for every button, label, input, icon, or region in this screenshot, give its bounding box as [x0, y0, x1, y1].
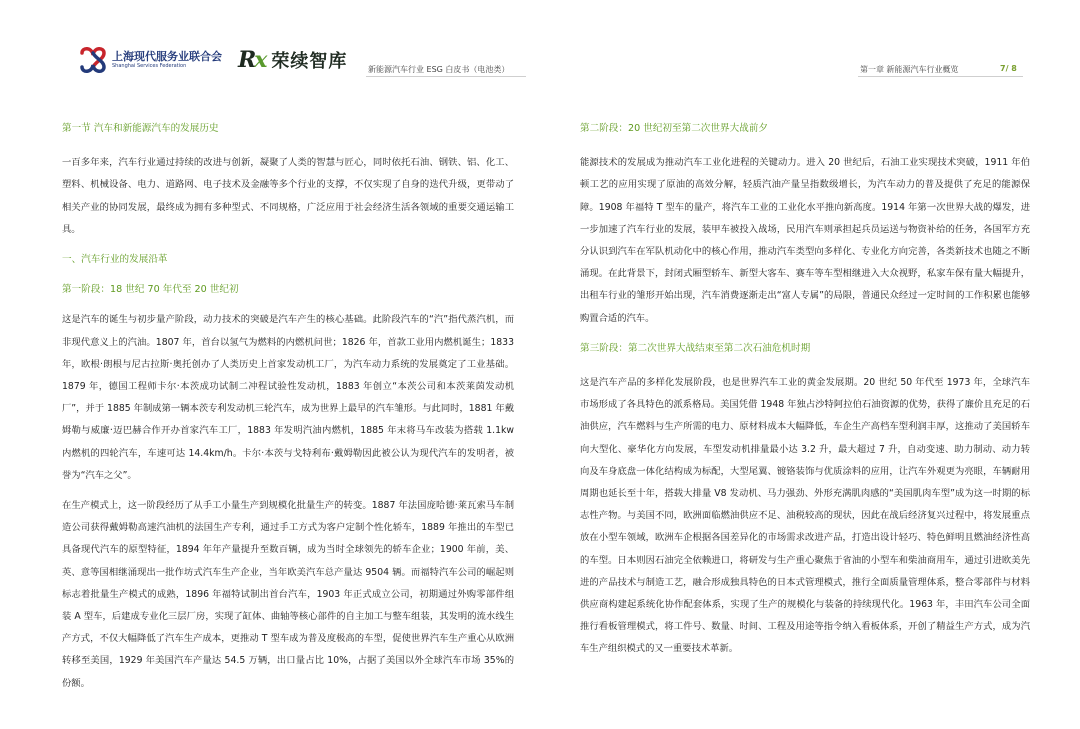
rongxu-mark-icon: Rx: [238, 47, 266, 73]
header-rule-right: [858, 76, 1023, 77]
chapter-title: 第一章 新能源汽车行业概览: [860, 65, 959, 74]
stage1-title: 第一阶段：18 世纪 70 年代至 20 世纪初: [62, 284, 239, 296]
stage3-title: 第三阶段：第二次世界大战结束至第二次石油危机时期: [580, 342, 811, 354]
intro-paragraph: 一百多年来，汽车行业通过持续的改进与创新，凝聚了人类的智慧与匠心，同时依托石油、钢铁、铝、化工、塑料、机械设备、电力、道路网、电子技术及金融等多个行业的支撑，不仅实现了自身的迭代升级，更带动了相关产业的协同发展，最终成为拥有多种型式、不同规格，广泛应用于社会经济生活各领域的重要交通运输工具。: [62, 157, 514, 235]
subsection-title: 一、汽车行业的发展沿革: [62, 254, 168, 266]
stage2-title: 第二阶段：20 世纪初至第二次世界大战前夕: [580, 123, 768, 134]
stage1-paragraph-2: 在生产模式上，这一阶段经历了从手工小量生产到规模化批量生产的转变。1887 年法国庞哈德·莱瓦索马车制造公司获得戴姆勒高速汽油机的法国生产专利，通过手工方式为客户定制个性化轿车，1889 年推出的车型已具备现代汽车的原型特征，1894 年年产量提升至数百辆，成为当时全球领先的轿车企业；1900 年前，美、英、意等国相继涌现出一批作坊式汽车生产企业，当年欧美汽车总产量达 9504 辆。而福特汽车公司的崛起则标志着批量生产模式的成熟，1896 年福特试制出首台汽车，1903 年正式成立公司，初期通过外购零部件组装 A 型车，后建成专业化三层厂房，实现了缸体、曲轴等核心部件的自主加工与整车组装，其发明的流水线生产方式，不仅大幅降低了汽车生产成本，更推动 T 型车成为普及度极高的车型，促使世界汽车生产重心从欧洲转移至美国，1929 年美国汽车产量达 54.5 万辆，出口量占比 10%，占据了美国以外全球汽车市场 35%的份额。: [62, 500, 514, 689]
federation-emblem-icon: [78, 45, 108, 75]
page-number: 7/ 8: [1000, 64, 1017, 73]
section-title: 第一节 汽车和新能源汽车的发展历史: [62, 123, 219, 134]
document-title: 新能源汽车行业 ESG 白皮书（电池类）: [368, 65, 510, 74]
header-rule-left: [366, 76, 526, 77]
stage2-paragraph: 能源技术的发展成为推动汽车工业化进程的关键动力。进入 20 世纪后，石油工业实现技术突破，1911 年伯顿工艺的应用实现了原油的高效分解，轻质汽油产量呈指数级增长，为汽车动力的普及提供了充足的能源保障。1908 年福特 T 型车的量产，将汽车工业的工业化水平推向新高度。1914 年第一次世界大战的爆发，进一步加速了汽车行业的发展，装甲车被投入战场，民用汽车则承担起兵员运送与物资补给的任务，各国军方充分认识到汽车在军队机动化中的核心作用，推动汽车类型向多样化、专业化方向完善，各类新技术也随之不断涌现。在此背景下，封闭式厢型轿车、新型大客车、赛车等车型相继进入大众视野，私家车保有量大幅提升，出租车行业的雏形开始出现，汽车消费逐渐走出“富人专属”的局限，普通民众经过一定时间的工作积累也能够购置合适的汽车。: [580, 157, 1030, 324]
rongxu-name: 荣续智库: [271, 51, 348, 72]
left-column: [62, 118, 514, 695]
federation-logo: [78, 44, 228, 76]
right-column: [580, 118, 1030, 661]
stage3-paragraph: 这是汽车产品的多样化发展阶段，也是世界汽车工业的黄金发展期。20 世纪 50 年代至 1973 年，全球汽车市场形成了各具特色的派系格局。美国凭借 1948 年独占沙特阿拉伯石油资源的优势，获得了廉价且充足的石油供应，汽车燃料与生产所需的电力、原材料成本大幅降低，车企生产高档车型利润丰厚，这推动了美国轿车向大型化、豪华化方向发展，车型发动机排量最小达 3.2 升，最大超过 7 升，自动变速、助力制动、动力转向及车身底盘一体化结构成为标配，大型尾翼、镀铬装饰与优质涂料的应用，让汽车外观更为亮眼，车辆耐用周期也延长至十年，搭载大排量 V8 发动机、马力强劲、外形充满肌肉感的“美国肌肉车型”成为这一时期的标志性产物。与美国不同，欧洲面临燃油供应不足、油税较高的现状，因此在战后经济复兴过程中，将发展重点放在小型车领域，欧洲车企根据各国差异化的市场需求改进产品，打造出设计轻巧、特色鲜明且燃油经济性高的车型。日本则因石油完全依赖进口，将研发与生产重心聚焦于省油的小型车和柴油商用车，通过引进欧美先进的产品技术与制造工艺，融合形成独具特色的日本式管理模式，推行全面质量管理体系，整合零部件与材料供应商构建起系统化协作配套体系，实现了生产的规模化与装备的持续现代化。1963 年，丰田汽车公司全面推行看板管理模式，将工件号、数量、时间、工程及用途等指令纳入看板体系，开创了精益生产方式，成为汽车生产组织模式的又一重要技术革新。: [580, 377, 1030, 655]
federation-name-cn: 上海现代服务业联合会: [112, 50, 222, 63]
page-header: [0, 0, 1080, 100]
federation-name-en: Shanghai Services Federation: [112, 63, 187, 69]
stage1-paragraph-1: 这是汽车的诞生与初步量产阶段，动力技术的突破是汽车产生的核心基础。此阶段汽车的“汽”指代蒸汽机，而非现代意义上的汽油。1807 年，首台以氢气为燃料的内燃机问世；1826 年，首款工业用内燃机诞生；1833 年，欧根·朗根与尼古拉斯·奥托创办了人类历史上首家发动机工厂，为汽车动力系统的发展奠定了工业基础。1879 年，德国工程师卡尔·本茨成功试制二冲程试验性发动机，1883 年创立“本茨公司和本茨莱茵发动机厂”，并于 1885 年制成第一辆本茨专利发动机三轮汽车，成为世界上最早的汽车雏形。与此同时，1881 年戴姆勒与威廉·迈巴赫合作开办首家汽车工厂，1883 年发明汽油内燃机，1885 年末将马车改装为搭载 1.1kw 内燃机的四轮汽车，车速可达 14.4km/h。卡尔·本茨与戈特利布·戴姆勒因此被公认为现代汽车的发明者，被誉为“汽车之父”。: [62, 314, 514, 481]
rongxu-logo: [238, 44, 347, 76]
